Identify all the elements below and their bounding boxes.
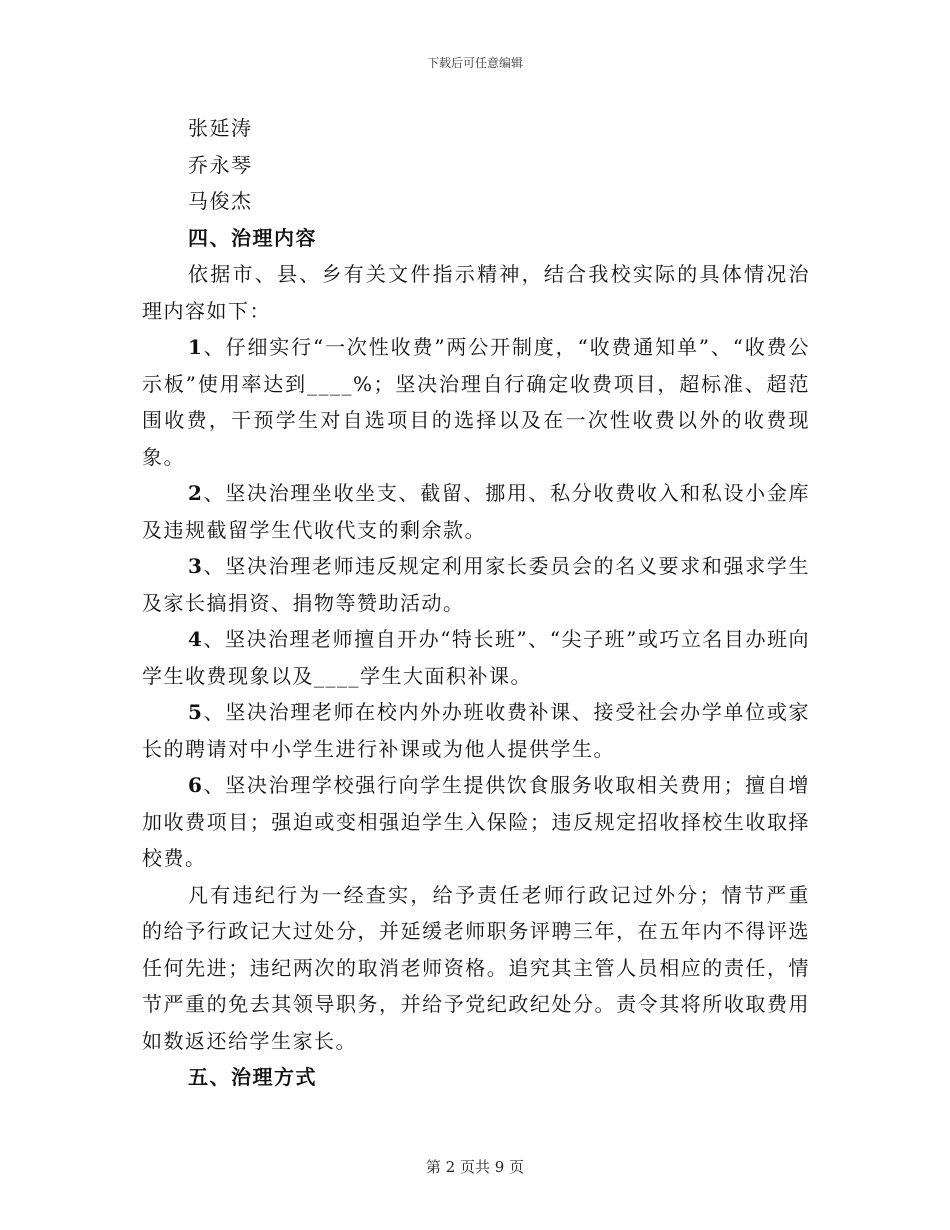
list-item [142, 621, 810, 694]
list-item [142, 694, 810, 767]
list-item [142, 767, 810, 877]
item-number: 1 [188, 335, 204, 359]
name-entry: 马俊杰 [188, 189, 253, 213]
penalty-paragraph: 凡有违纪行为一经查实，给予责任老师行政记过外分；情节严重的给予行政记大过处分，并延缓老师职务评聘三年，在五年内不得评选任何先进；违纪两次的取消老师资格。追究其主管人员相应的责任，情节严重的免去其领导职务，并给予党纪政纪处分。责令其将所收取费用如数返还给学生家长。 [142, 882, 810, 1053]
section-heading: 四、治理内容 [188, 225, 317, 250]
item-text: 、坚决治理老师擅自开办“特长班”、“尖子班”或巧立名目办班向学生收费现象以及____学生大面积补课。 [142, 627, 810, 688]
item-number: 5 [188, 700, 204, 724]
item-number: 3 [188, 554, 204, 578]
page-header: 下载后可任意编辑 [426, 56, 523, 70]
item-text: 、坚决治理坐收坐支、截留、挪用、私分收费收入和私设小金库及违规截留学生代收代支的剩余款。 [142, 481, 810, 542]
item-text: 、坚决治理学校强行向学生提供饮食服务收取相关费用；擅自增加收费项目；强迫或变相强迫学生入保险；违反规定招收择校生收取择校费。 [142, 773, 810, 870]
item-number: 4 [188, 627, 204, 651]
document-body [142, 110, 810, 1096]
item-number: 2 [188, 481, 204, 505]
item-text: 、仔细实行“一次性收费”两公开制度，“收费通知单”、“收费公示板”使用率达到____%；坚决治理自行确定收费项目，超标准、超范围收费，干预学生对自选项目的选择以及在一次性收费以外的收费现象。 [142, 335, 810, 469]
item-text: 、坚决治理老师在校内外办班收费补课、接受社会办学单位或家长的聘请对中小学生进行补课或为他人提供学生。 [142, 700, 810, 761]
name-entry: 乔永琴 [188, 152, 253, 177]
name-entry: 张延涛 [188, 116, 253, 140]
item-text: 、坚决治理老师违反规定利用家长委员会的名义要求和强求学生及家长搞捐资、捐物等赞助活动。 [142, 554, 810, 615]
list-item [142, 329, 810, 475]
intro-paragraph: 依据市、县、乡有关文件指示精神，结合我校实际的具体情况治理内容如下： [142, 262, 810, 323]
list-item [142, 548, 810, 621]
page-footer: 第 2 页共 9 页 [425, 1158, 525, 1176]
item-number: 6 [188, 773, 204, 797]
list-item [142, 475, 810, 548]
section-heading: 五、治理方式 [188, 1065, 317, 1089]
